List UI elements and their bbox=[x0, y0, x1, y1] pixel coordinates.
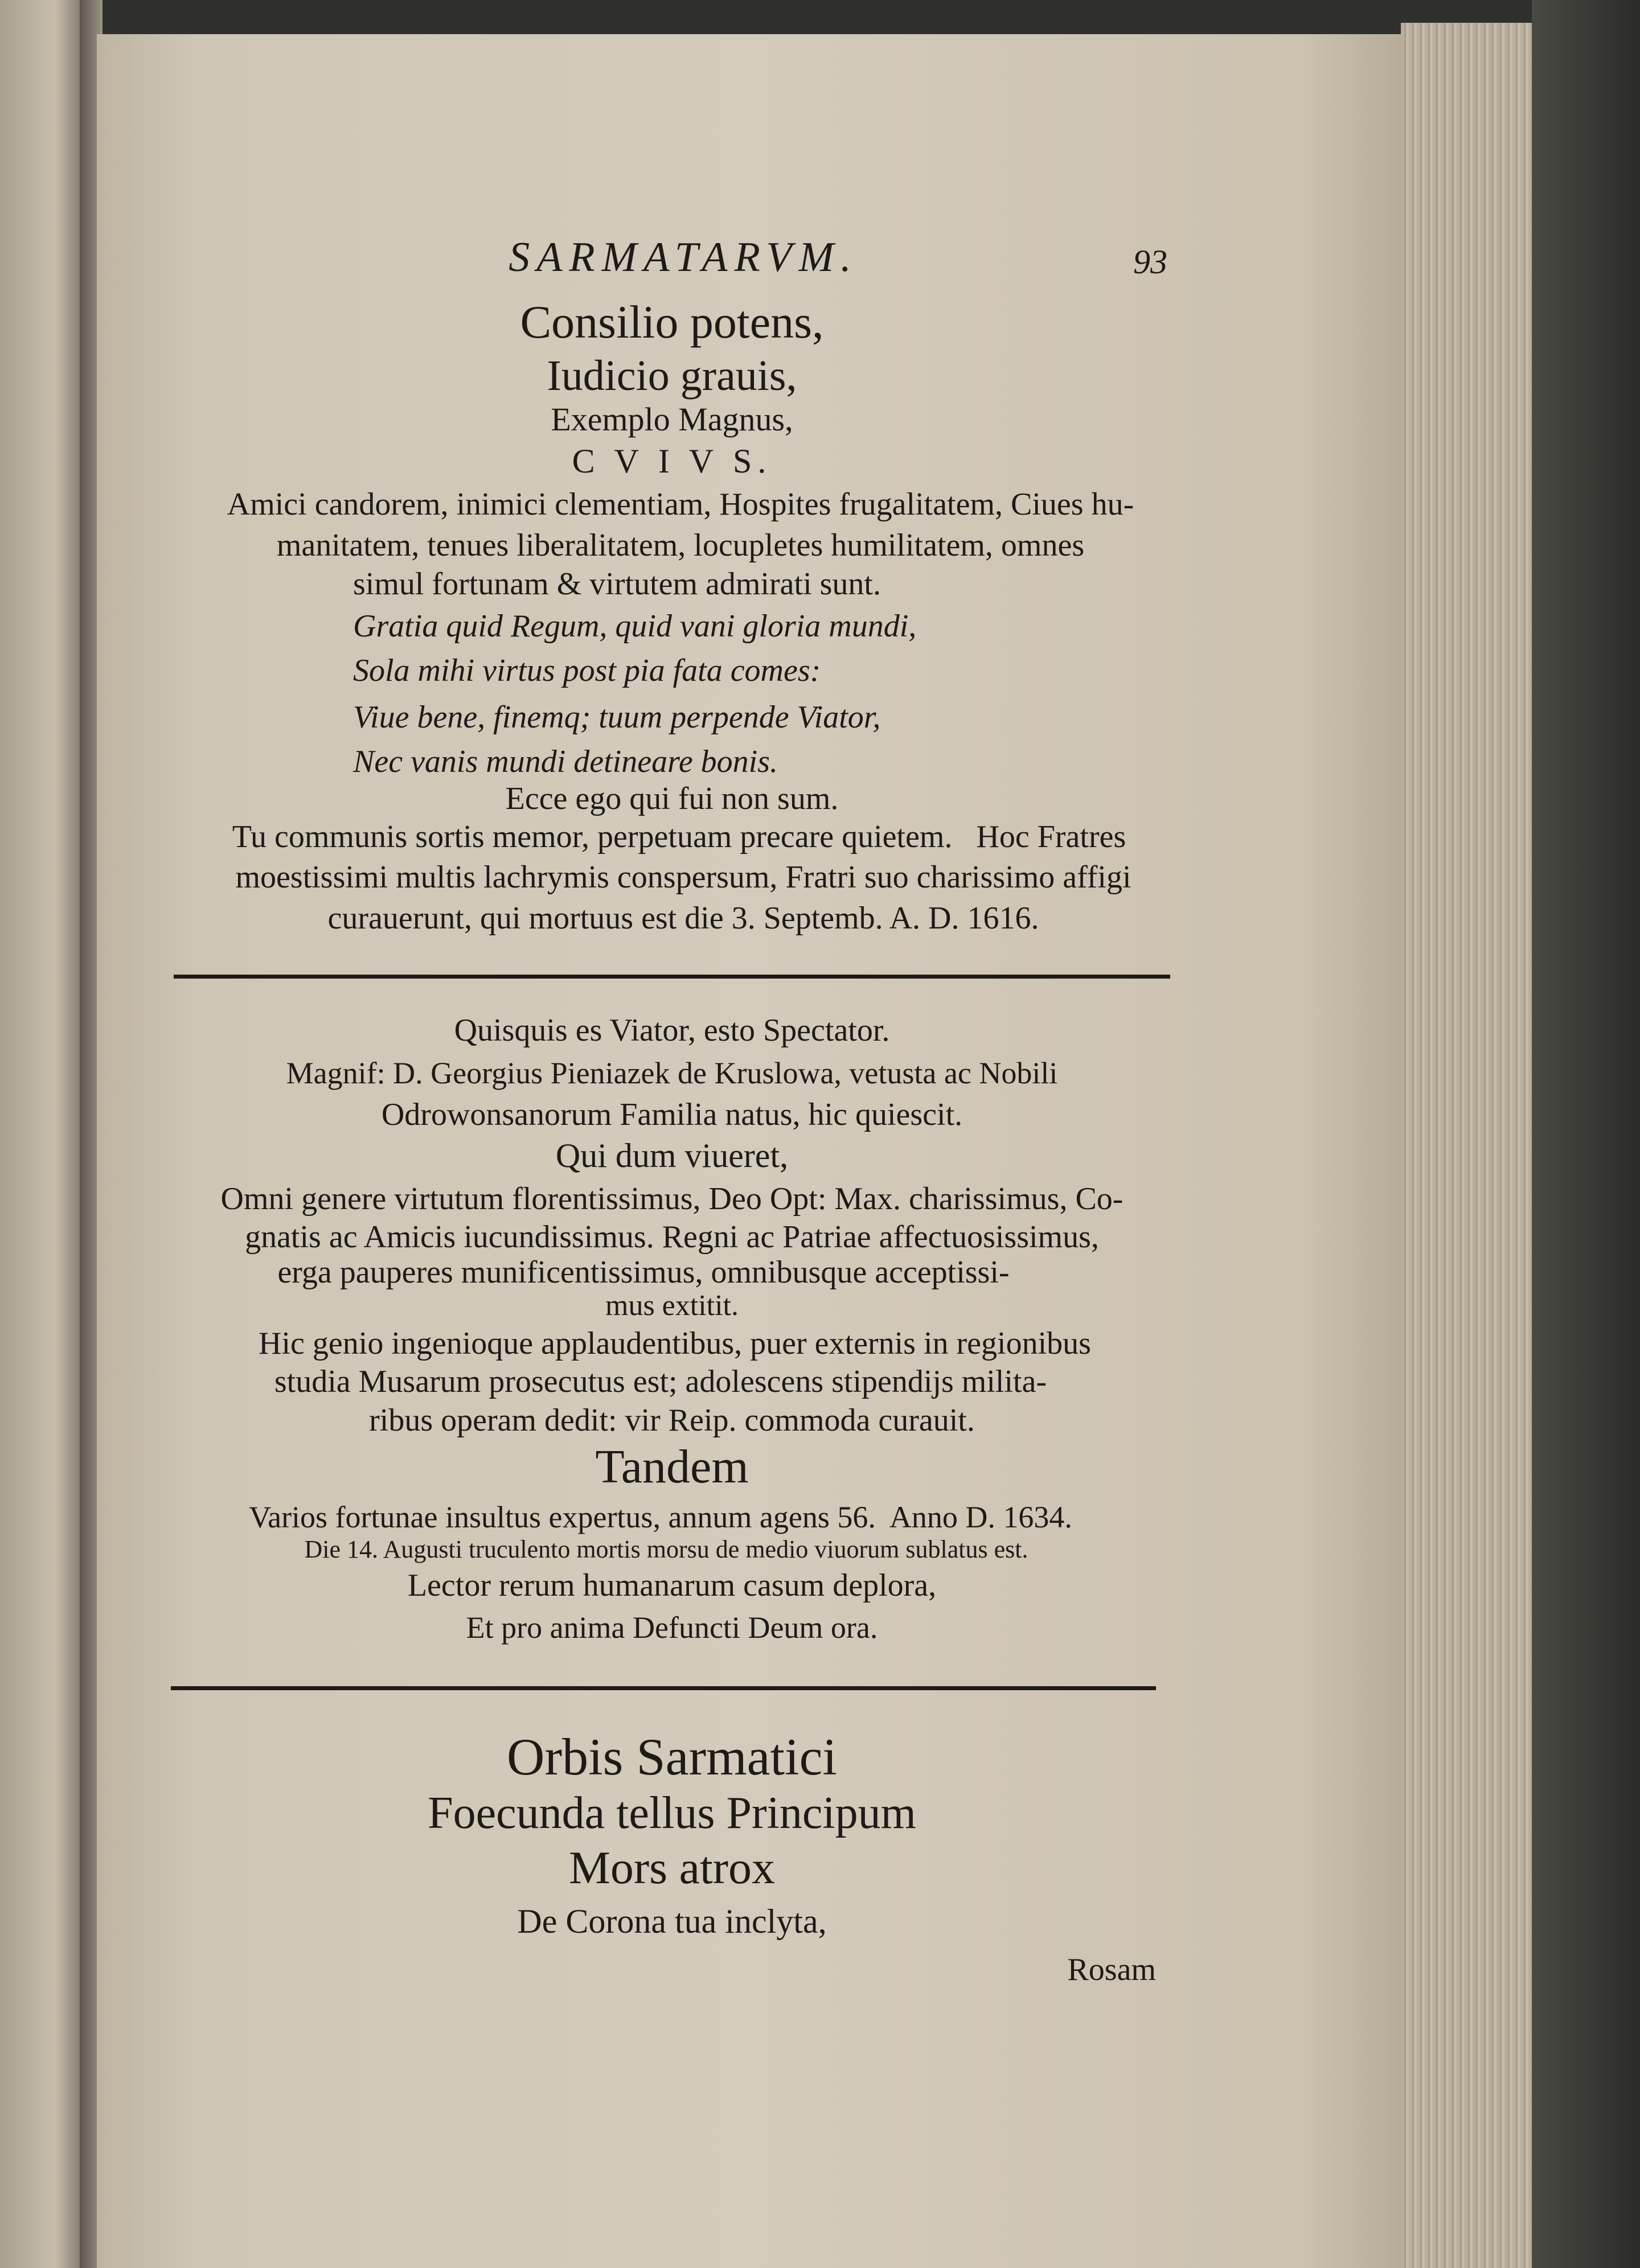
heading-line: Consilio potens, bbox=[520, 296, 824, 348]
epitaph-line: erga pauperes munificentissimus, omnibusque acceptissi- bbox=[277, 1255, 1010, 1290]
epitaph-line: Lector rerum humanarum casum deplora, bbox=[407, 1568, 937, 1603]
epitaph-line: Omni genere virtutum florentissimus, Deo Opt: Max. charissimus, Co- bbox=[220, 1181, 1124, 1217]
prose-line: manitatem, tenues liberalitatem, locupletes humilitatem, omnes bbox=[276, 528, 1085, 563]
heading-line: Exemplo Magnus, bbox=[551, 401, 793, 438]
verse-line: Nec vanis mundi detineare bonis. bbox=[353, 744, 778, 779]
page-edges bbox=[1401, 23, 1532, 2268]
page-number: 93 bbox=[1133, 243, 1167, 281]
epitaph-heading: Orbis Sarmatici bbox=[507, 1728, 837, 1786]
closing-line: Tu communis sortis memor, perpetuam precare quietem. Hoc Fratres bbox=[232, 819, 1126, 854]
prose-line: Amici candorem, inimici clementiam, Hospites frugalitatem, Ciues hu- bbox=[227, 487, 1134, 522]
divider-rule bbox=[171, 1686, 1156, 1690]
prose-line: simul fortunam & virtutem admirati sunt. bbox=[353, 566, 881, 602]
epitaph-line: Hic genio ingenioque applaudentibus, puer externis in regionibus bbox=[259, 1326, 1091, 1361]
closing-line: curauerunt, qui mortuus est die 3. Septemb. A. D. 1616. bbox=[327, 901, 1039, 936]
epitaph-line: Quisquis es Viator, esto Spectator. bbox=[454, 1013, 890, 1048]
epitaph-line: Et pro anima Defuncti Deum ora. bbox=[466, 1610, 878, 1645]
ecce-line: Ecce ego qui fui non sum. bbox=[505, 781, 839, 816]
verse-line: Sola mihi virtus post pia fata comes: bbox=[353, 653, 821, 688]
epitaph-line: mus extitit. bbox=[605, 1289, 739, 1322]
epitaph-line: ribus operam dedit: vir Reip. commoda curauit. bbox=[369, 1403, 975, 1438]
epitaph-line: Qui dum viueret, bbox=[555, 1137, 789, 1174]
epitaph-line: Odrowonsanorum Familia natus, hic quiescit. bbox=[381, 1097, 963, 1132]
epitaph-line: gnatis ac Amicis iucundissimus. Regni ac Patriae affectuosissimus, bbox=[245, 1219, 1099, 1255]
epitaph-line: Magnif: D. Georgius Pieniazek de Kruslowa, vetusta ac Nobili bbox=[286, 1056, 1058, 1090]
left-page-edge bbox=[0, 0, 91, 2268]
catchword: Rosam bbox=[1067, 1952, 1156, 1987]
epitaph-line: studia Musarum prosecutus est; adolescens stipendijs milita- bbox=[274, 1364, 1047, 1399]
heading-line: C V I V S. bbox=[572, 442, 772, 480]
epitaph-line: De Corona tua inclyta, bbox=[517, 1903, 827, 1940]
background bbox=[1532, 0, 1640, 2268]
verse-line: Viue bene, finemq; tuum perpende Viator, bbox=[353, 700, 881, 735]
epitaph-line: Varios fortunae insultus expertus, annum agens 56. Anno D. 1634. bbox=[249, 1500, 1072, 1534]
closing-line: moestissimi multis lachrymis conspersum, Fratri suo charissimo affigi bbox=[235, 860, 1131, 895]
divider-rule bbox=[174, 975, 1170, 979]
epitaph-line: Die 14. Augusti truculento mortis morsu de medio viuorum sublatus est. bbox=[304, 1535, 1028, 1563]
epitaph-heading: Foecunda tellus Principum bbox=[428, 1788, 916, 1838]
heading-line: Iudicio grauis, bbox=[547, 352, 797, 400]
running-title: SARMATARVM. bbox=[509, 234, 858, 281]
epitaph-heading: Tandem bbox=[595, 1440, 749, 1493]
epitaph-heading: Mors atrox bbox=[568, 1842, 776, 1893]
verse-line: Gratia quid Regum, quid vani gloria mundi, bbox=[353, 609, 917, 644]
